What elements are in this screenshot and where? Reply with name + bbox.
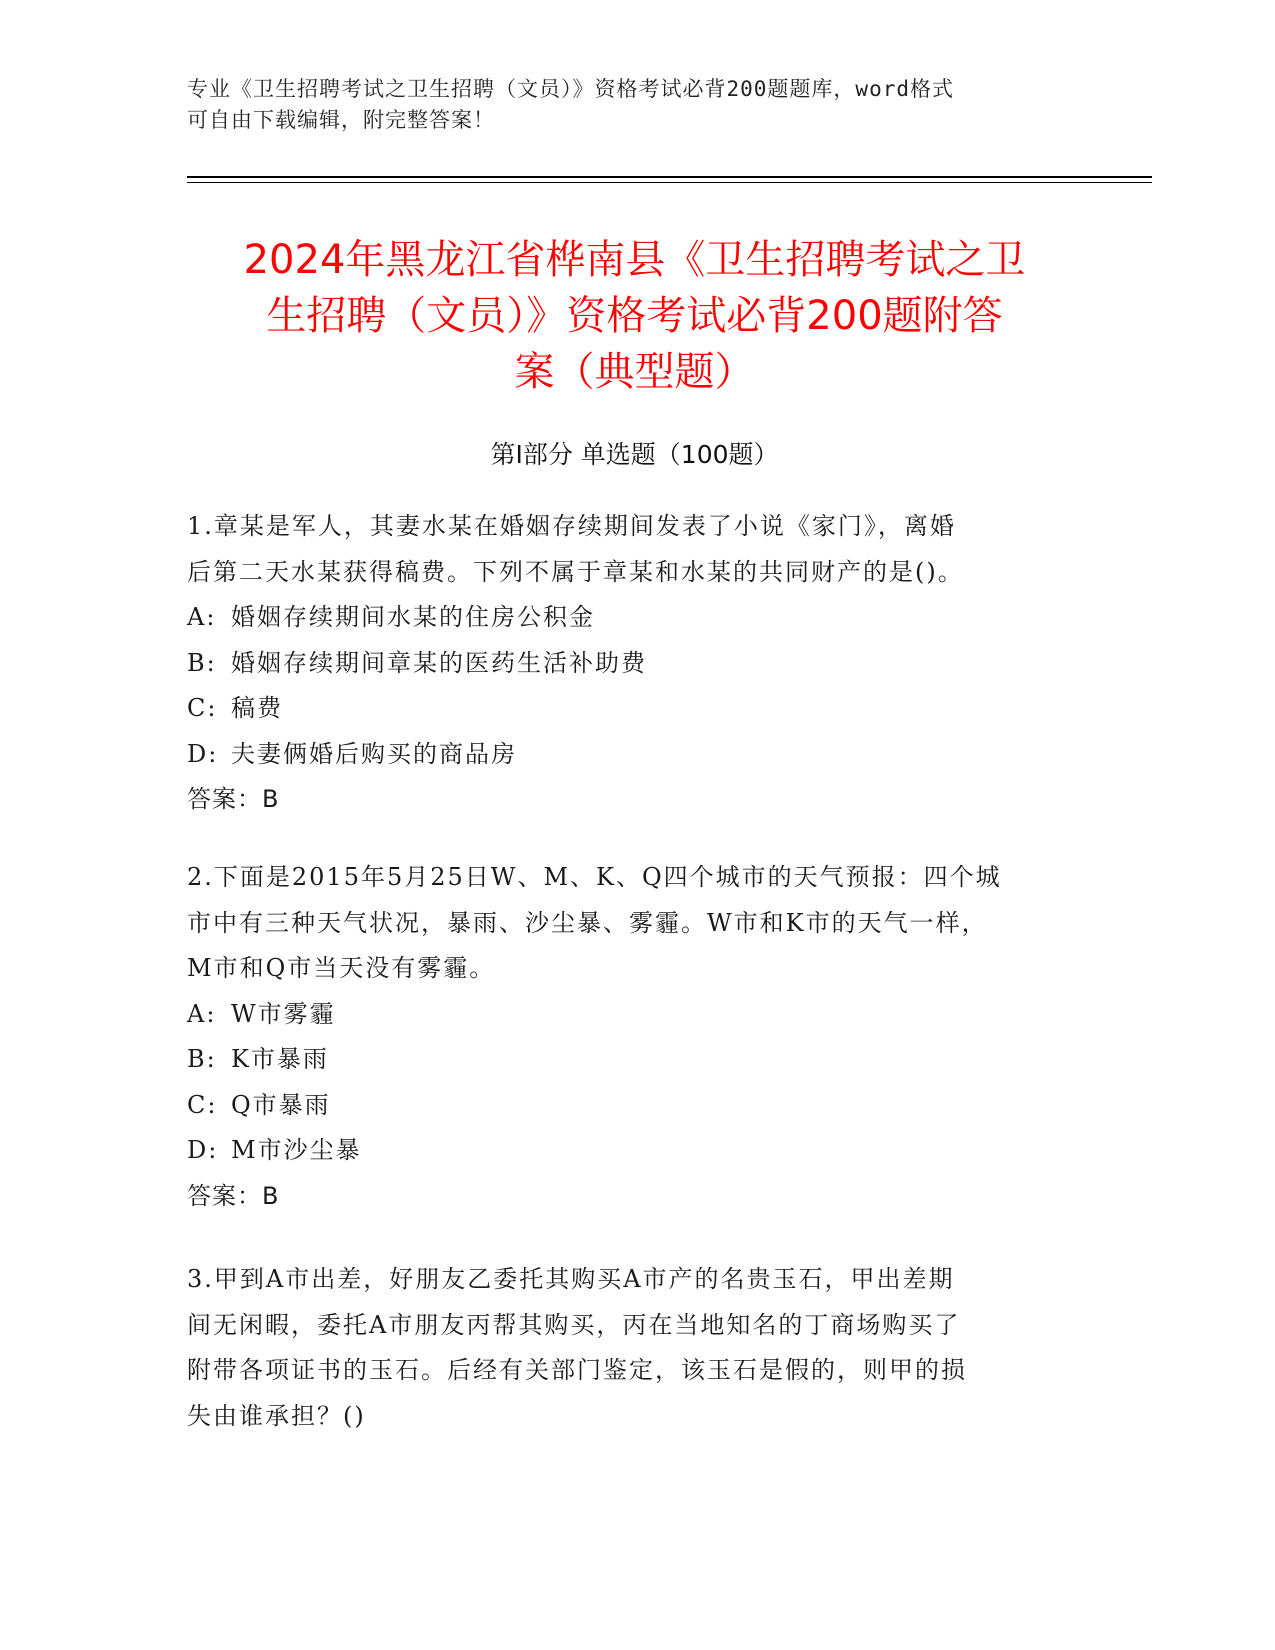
option-label: D:: [187, 739, 219, 768]
option-text: M市沙尘暴: [231, 1136, 362, 1164]
option-a: [187, 992, 1087, 1038]
option-d: [187, 732, 1087, 778]
document-title: [187, 232, 1082, 400]
header-divider-thick: [187, 176, 1152, 178]
option-text: 稿费: [231, 694, 283, 722]
title-line: 2024年黑龙江省桦南县《卫生招聘考试之卫: [243, 237, 1026, 283]
option-label: B:: [187, 1045, 217, 1073]
section-heading: 第Ⅰ部分 单选题（100题）: [490, 440, 779, 469]
option-label: B:: [187, 648, 217, 677]
question-stem-line: 间无闲暇，委托A市朋友丙帮其购买，丙在当地知名的丁商场购买了: [187, 1310, 961, 1339]
question-stem-line: 后第二天水某获得稿费。下列不属于章某和水某的共同财产的是()。: [187, 557, 964, 586]
title-line: 案（典型题）: [514, 349, 755, 395]
option-text: 婚姻存续期间章某的医药生活补助费: [231, 648, 647, 677]
option-b: [187, 641, 1087, 687]
header-note-line: 专业《卫生招聘考试之卫生招聘（文员）》资格考试必背200题题库，word格式: [187, 77, 954, 101]
option-label: D:: [187, 1136, 219, 1164]
question-1: [187, 504, 1087, 823]
question-stem-line: 1.章某是军人，其妻水某在婚姻存续期间发表了小说《家门》，离婚: [187, 512, 956, 540]
option-c: [187, 1083, 1087, 1129]
option-text: K市暴雨: [231, 1045, 329, 1073]
header-note-line: 可自由下载编辑，附完整答案！: [187, 108, 495, 132]
answer-line: 答案：B: [187, 785, 280, 813]
header-note: [187, 74, 1067, 136]
question-stem-line: 失由谁承担？(): [187, 1401, 366, 1430]
question-stem-line: M市和Q市当天没有雾霾。: [187, 954, 496, 982]
question-3: [187, 1257, 1087, 1439]
answer-line: 答案：B: [187, 1181, 280, 1210]
question-stem-line: 附带各项证书的玉石。后经有关部门鉴定，该玉石是假的，则甲的损: [187, 1356, 967, 1384]
option-text: 夫妻俩婚后购买的商品房: [231, 739, 517, 768]
title-line: 生招聘（文员）》资格考试必背200题附答: [266, 293, 1003, 339]
question-stem-line: 3.甲到A市出差，好朋友乙委托其购买A市产的名贵玉石，甲出差期: [187, 1265, 955, 1293]
option-a: [187, 595, 1087, 641]
option-label: C:: [187, 1090, 218, 1119]
option-c: [187, 686, 1087, 732]
option-text: Q市暴雨: [231, 1090, 331, 1119]
header-divider-thin: [187, 182, 1152, 183]
option-text: W市雾霾: [231, 999, 336, 1028]
option-text: 婚姻存续期间水某的住房公积金: [231, 603, 595, 631]
question-stem-line: 市中有三种天气状况，暴雨、沙尘暴、雾霾。W市和K市的天气一样，: [187, 908, 988, 937]
option-label: A:: [187, 603, 217, 631]
option-label: A:: [187, 999, 217, 1028]
question-stem-line: 2.下面是2015年5月25日W、M、K、Q四个城市的天气预报：四个城: [187, 863, 1002, 891]
option-label: C:: [187, 694, 218, 722]
option-d: [187, 1128, 1087, 1174]
option-b: [187, 1037, 1087, 1083]
question-2: [187, 855, 1087, 1219]
